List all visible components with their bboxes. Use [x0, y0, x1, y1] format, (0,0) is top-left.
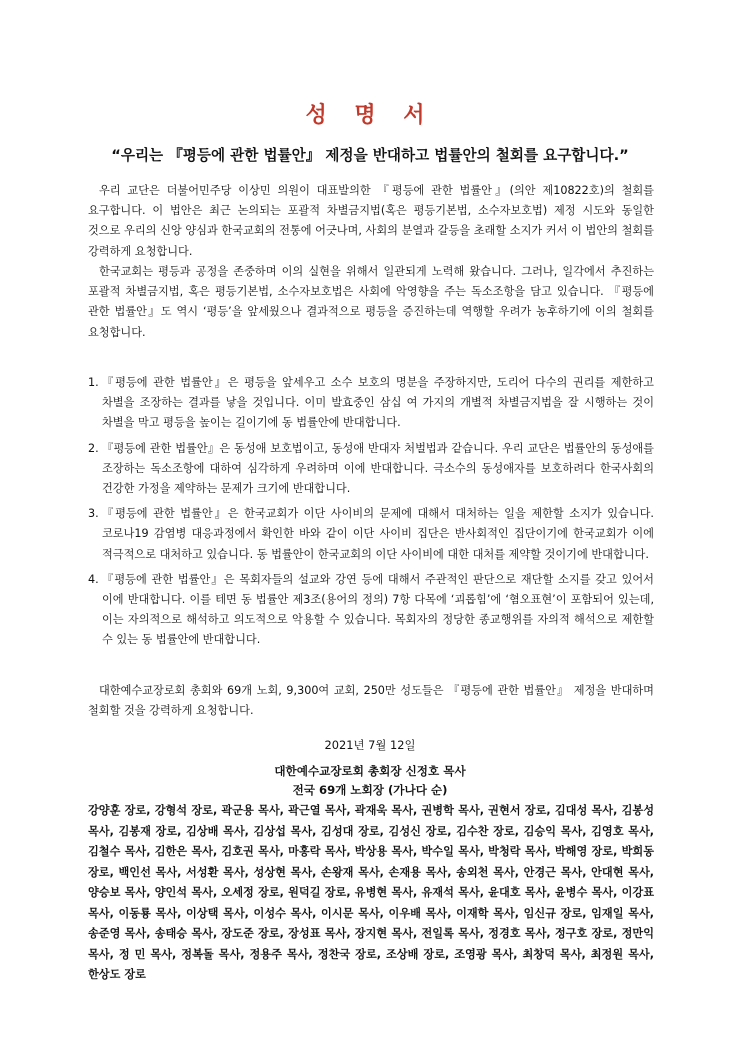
list-item [88, 504, 654, 565]
intro-paragraph: 우리 교단은 더불어민주당 이상민 의원이 대표발의한 『평등에 관한 법률안』(의안 제10822호)의 철회를 요구합니다. 이 법안은 최근 논의되는 포괄적 차별금지법(혹은 평등기본법, 소수자보호법) 제정 시도와 동일한 것으로 우리의 신앙 양심과 한국교회의 전통에 어긋나며, 사회의 분열과 갈등을 초래할 소지가 커서 이 법안의 철회를 강력하게 요청합니다. [88, 184, 654, 258]
signatory-names-list: 강양훈 장로, 강형석 장로, 곽군용 목사, 곽근열 목사, 곽재욱 목사, 권병학 목사, 권현서 장로, 김대성 목사, 김봉성 목사, 김봉재 장로, 김상배 목사, 김상섭 목사, 김성대 장로, 김성신 장로, 김수찬 장로, 김승익 목사, 김영호 목사, 김철수 목사, 김한은 목사, 김호권 목사, 마홍락 목사, 박상용 목사, 박수일 목사, 박청락 목사, 박해영 장로, 박희동 장로, 백인선 목사, 서성환 목사, 성상현 목사, 손왕재 목사, 손재용 목사, 송외천 목사, 안경근 목사, 안대현 목사, 양승보 목사, 양인석 목사, 오세정 장로, 원덕길 장로, 유병현 목사, 유재석 목사, 윤대호 목사, 윤병수 목사, 이강표 목사, 이동룡 목사, 이상택 목사, 이성수 목사, 이시문 목사, 이우배 목사, 이재학 목사, 임신규 장로, 임재일 목사, 송준영 목사, 송태승 목사, 장도준 장로, 장성표 목사, 장지현 목사, 전일록 목사, 정경호 목사, 정구호 장로, 정만익 목사, 정 민 목사, 정복돌 목사, 정용주 목사, 정찬국 장로, 조상배 장로, 조영광 목사, 최창덕 목사, 최정원 목사, 한상도 장로 [88, 804, 654, 981]
list-item-number: 2. [88, 441, 99, 455]
list-item-text: 『평등에 관한 법률안』은 한국교회가 이단 사이비의 문제에 대해서 대처하는 일을 제한할 소지가 있습니다. 코로나19 감염병 대응과정에서 확인한 바와 같이 이단 사이비 집단은 반사회적인 집단이기에 한국교회가 이에 적극적으로 대처하고 있습니다. 동 법률안이 한국교회의 이단 사이비에 대한 대처를 제약할 것이기에 반대합니다. [102, 507, 654, 561]
second-paragraph: 한국교회는 평등과 공정을 존중하며 이의 실현을 위해서 일관되게 노력해 왔습니다. 그러나, 일각에서 추진하는 포괄적 차별금지법, 혹은 평등기본법, 소수자보호법은 사회에 악영향을 주는 독소조항을 담고 있습니다. 『평등에 관한 법률안』도 역시 ‘평등’을 앞세웠으나 결과적으로 평등을 증진하는데 역행할 우려가 농후하기에 이의 철회를 요청합니다. [88, 265, 654, 339]
document-title: 성 명 서 [305, 103, 435, 128]
list-item-text: 『평등에 관한 법률안』은 동성애 보호법이고, 동성애 반대자 처벌법과 같습니다. 우리 교단은 법률안의 동성애를 조장하는 독소조항에 대하여 심각하게 우려하며 이에 반대합니다. 극소수의 동성애자를 보호하려다 한국사회의 건강한 가정을 제약하는 문제가 크기에 반대합니다. [102, 441, 654, 496]
document-subtitle: “우리는 『평등에 관한 법률안』 제정을 반대하고 법률안의 철회를 요구합니다.” [111, 147, 629, 164]
list-item-text: 『평등에 관한 법률안』은 목회자들의 설교와 강연 등에 대해서 주관적인 판단으로 재단할 소지를 갖고 있어서 이에 반대합니다. 이를 테면 동 법률안 제3조(용어의 정의) 7항 다목에 ‘괴롭힘’에 ‘혐오표현’이 포함되어 있는데, 이는 자의적으로 해석하고 의도적으로 악용할 수 있습니다. 목회자의 정당한 종교행위를 자의적 해석으로 제한할 수 있는 동 법률안에 반대합니다. [102, 572, 654, 647]
list-item [88, 373, 654, 434]
reasons-list [88, 373, 654, 656]
signatory: 대한예수교장로회 총회장 신정호 목사 [274, 764, 466, 778]
list-item-number: 1. [88, 376, 99, 389]
list-item-text: 『평등에 관한 법률안』은 평등을 앞세우고 소수 보호의 명분을 주장하지만, 도리어 다수의 권리를 제한하고 차별을 조장하는 결과를 낳을 것입니다. 이미 발효중인 삼십 여 가지의 개별적 차별금지법을 잘 시행하는 것이 차별을 막고 평등을 높이는 길이기에 동 법률안에 반대합니다. [102, 376, 654, 430]
list-item [88, 439, 654, 500]
presbytery-header: 전국 69개 노회장 (가나다 순) [292, 783, 448, 797]
document-date: 2021년 7월 12일 [324, 738, 416, 752]
list-item-number: 3. [88, 507, 99, 521]
list-item [88, 570, 654, 651]
list-item-number: 4. [88, 572, 99, 586]
closing-paragraph: 대한예수교장로회 총회와 69개 노회, 9,300여 교회, 250만 성도들은 『평등에 관한 법률안』 제정을 반대하며 철회할 것을 강력하게 요청합니다. [88, 684, 654, 718]
